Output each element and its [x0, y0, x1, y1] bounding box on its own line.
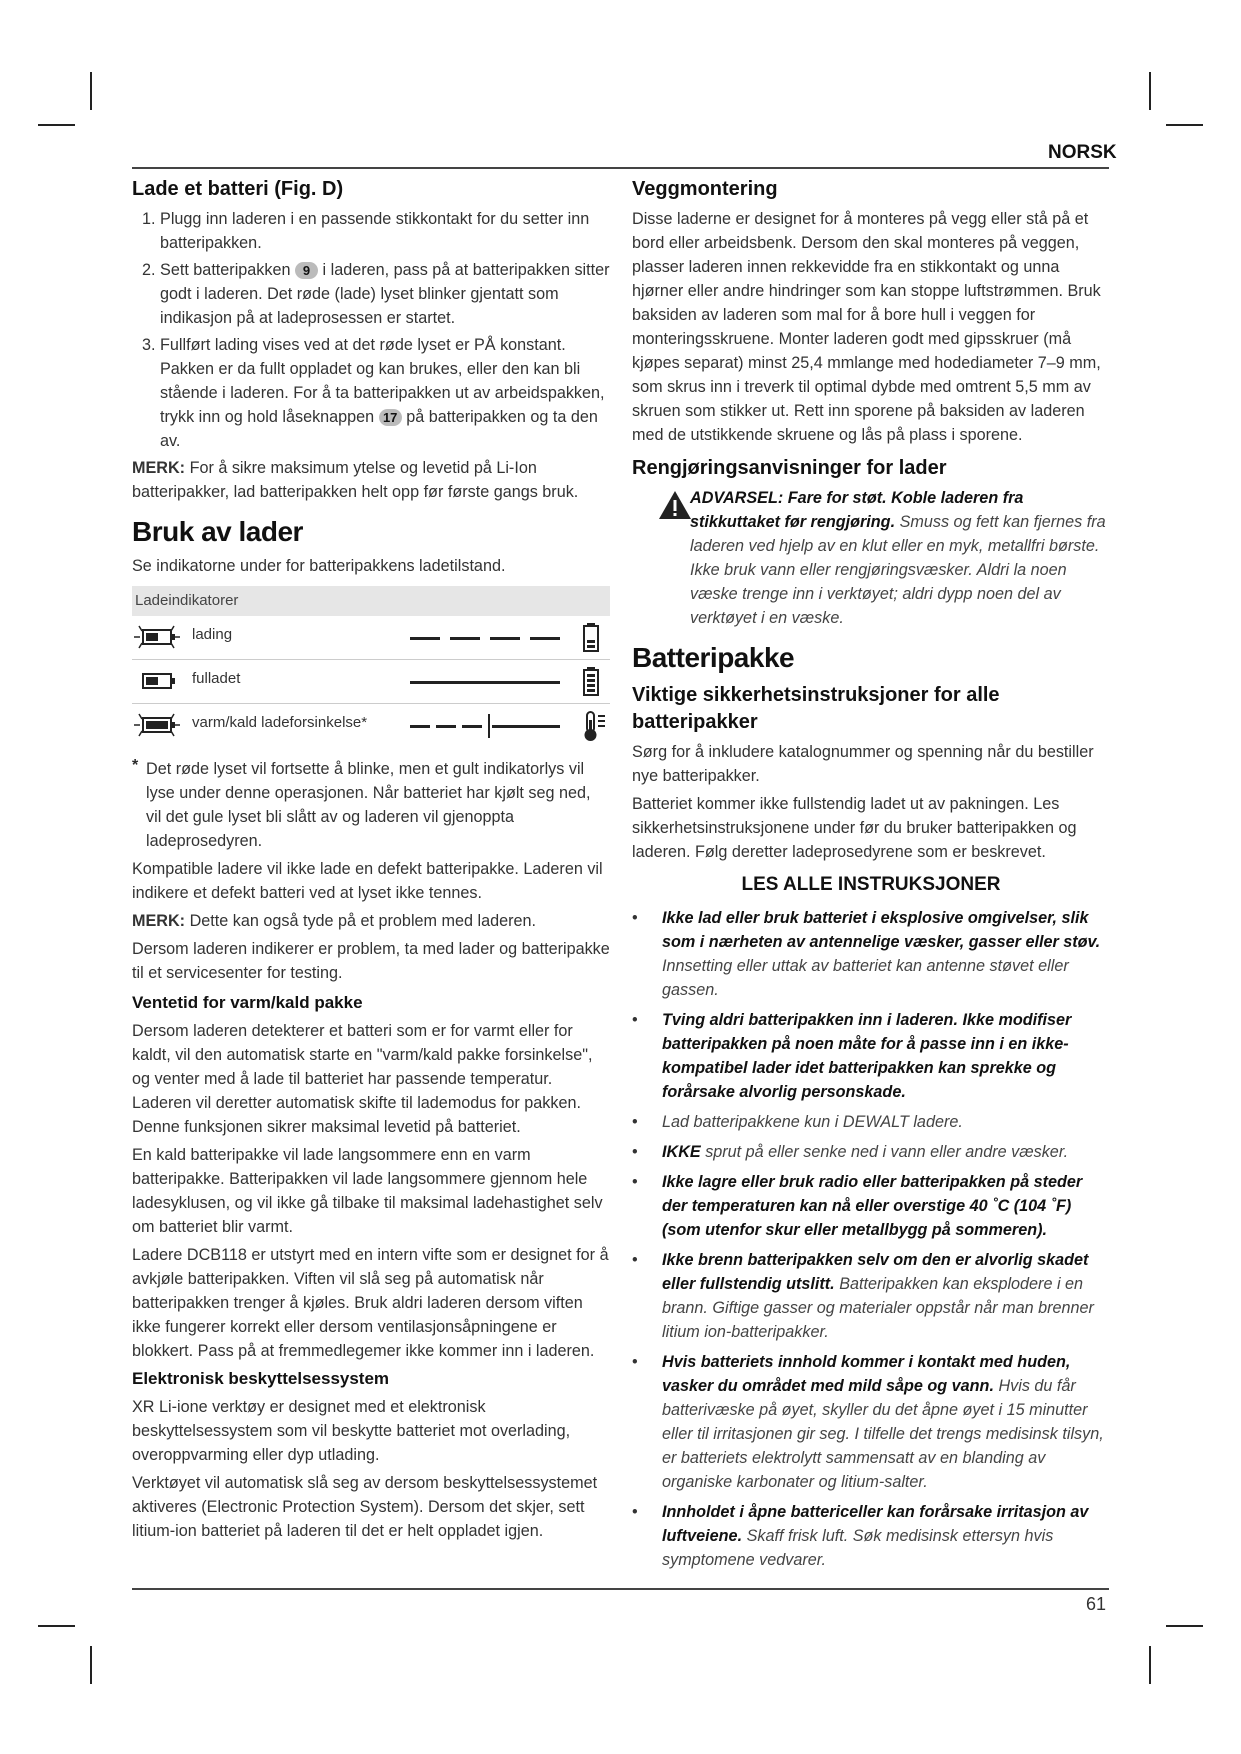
light-dash — [436, 725, 456, 728]
safety-bullets — [632, 906, 1110, 1572]
indicator-label: varm/kald ladeforsinkelse* — [192, 714, 368, 731]
page-number: 61 — [1086, 1594, 1107, 1614]
footer-rule — [132, 1588, 1109, 1590]
use-intro: Se indikatorne under for batteripakkens ladetilstand. — [132, 557, 506, 575]
crop-mark — [1149, 1646, 1151, 1684]
indicator-label: fulladet — [192, 670, 241, 687]
safety-p2: Batteriet kommer ikke fullstendig ladet ut av pakningen. Les sikkerhetsinstruksjonene under før du bruker batteripakken og laderen. Følg deretter ladeprosedyrene som er beskrevet. — [632, 795, 1077, 861]
indicator-table — [132, 586, 610, 747]
safety-bullet: • Tving aldri batteripakken inn i laderen. Ikke modifiser batteripakken på noen måte for å passe inn i en ikke-kompatibel lader idet batteripakken kan sprekke og forårsake alvorlig personskade. — [632, 1011, 1072, 1101]
safety-heading: Viktige sikkerhetsinstruksjoner for alle batteripakker — [632, 684, 1000, 733]
warning-triangle-icon — [658, 490, 692, 520]
part-number-badge: 9 — [295, 262, 318, 279]
left-column — [132, 176, 610, 1543]
safety-bullet: • Hvis batteriets innhold kommer i kontakt med huden, vasker du området med mild såpe og vann. Hvis du får batterivæske på øyet, skyller du det åpne øyet i 15 minutter eller til irritasjonen gir seg. I tilfelle det trengs medisinsk tilsyn, er batteriets elektrolytt sammensatt av en blanding av organiske karbonater og litium-salter. — [632, 1353, 1104, 1491]
light-solid — [492, 725, 560, 728]
charger-battery-icon — [142, 717, 172, 733]
crop-mark — [90, 72, 92, 110]
light-divider — [488, 714, 490, 738]
light-dash — [450, 637, 480, 640]
delay-heading: Ventetid for varm/kald pakke — [132, 993, 363, 1012]
pack-heading: Batteripakke — [632, 642, 795, 673]
light-dash — [410, 637, 440, 640]
light-dash — [462, 725, 482, 728]
protect-heading: Elektronisk beskyttelsessystem — [132, 1369, 390, 1388]
problem-text: Dersom laderen indikerer er problem, ta med lader og batteripakke til et servicesenter for testing. — [132, 940, 610, 982]
indicator-row-full — [132, 660, 610, 704]
part-number-badge: 17 — [379, 409, 402, 426]
note-1: MERK: For å sikre maksimum ytelse og levetid på Li-Ion batteripakker, lad batteripakken helt opp før første gangs bruk. — [132, 459, 579, 501]
charge-heading: Lade et batteri (Fig. D) — [132, 178, 344, 200]
read-all-heading: LES ALLE INSTRUKSJONER — [741, 874, 1001, 895]
safety-bullet: • IKKE sprut på eller senke ned i vann eller andre væsker. — [632, 1143, 1069, 1161]
delay-p3: Ladere DCB118 er utstyrt med en intern vifte som er designet for å avkjøle batteripakken. Viften vil slå seg på automatisk når batteripakken trenger å kjøles. Bruk aldri laderen dersom viften ikke fungerer korrekt eller dersom ventilasjonsåpningene er blokkert. Pass på at fremmedlegemer ikke kommer inn i laderen. — [132, 1246, 609, 1360]
clean-heading: Rengjøringsanvisninger for lader — [632, 457, 947, 479]
compat-text: Kompatible ladere vil ikke lade en defekt batteripakke. Laderen vil indikere et defekt batteri ved at lyset ikke tennes. — [132, 860, 603, 902]
delay-p2: En kald batteripakke vil lade langsommere enn en varm batteripakke. Batteripakken vil lade langsommere gjennom hele ladesyklusen, og vil ikke gå tilbake til maksimal ladehastighet selv om batteriet blir varmt. — [132, 1146, 603, 1236]
charger-battery-icon — [142, 673, 172, 689]
protect-p1: XR Li-ione verktøy er designet med et elektronisk beskyttelsessystem som vil beskytte batteriet mot overlading, overoppvarming eller dyp utlading. — [132, 1398, 571, 1464]
language-label: NORSK — [1048, 142, 1117, 163]
safety-bullet: • Innholdet i åpne battericeller kan forårsake irritasjon av luftveiene. Skaff frisk luft. Søk medisinsk ettersyn hvis symptomene vedvarer. — [632, 1503, 1089, 1569]
note-2: MERK: Dette kan også tyde på et problem med laderen. — [132, 912, 537, 930]
safety-bullet: • Ikke brenn batteripakken selv om den er alvorlig skadet eller fullstendig utslitt. Batteripakken kan eksplodere i en brann. Giftige gasser og materialer oppstår når man brenner litium ion-batteripakker. — [632, 1251, 1094, 1341]
battery-charging-icon — [582, 622, 600, 652]
light-dash — [530, 637, 560, 640]
wall-heading: Veggmontering — [632, 178, 778, 200]
safety-bullet: • Ikke lad eller bruk batteriet i eksplosive omgivelser, slik som i nærheten av antennelige væsker, gasser eller støv. Innsetting eller uttak av batteriet kan antenne støvet eller gassen. — [632, 909, 1101, 999]
charge-step-1: 1. Plugg inn laderen i en passende stikkontakt for du setter inn batteripakken. — [142, 210, 590, 252]
indicator-table-title: Ladeindikatorer — [132, 586, 610, 616]
light-dash — [410, 725, 430, 728]
charge-step-2: 2. Sett batteripakken 9 i laderen, pass på at batteripakken sitter godt i laderen. Det røde (lade) lyset blinker gjentatt som indikasjon på at ladeprosessen er startet. — [142, 261, 610, 327]
thermometer-icon — [582, 710, 608, 742]
light-dash — [490, 637, 520, 640]
protect-p2: Verktøyet vil automatisk slå seg av dersom beskyttelsessystemet aktiveres (Electronic Protection System). Dersom det skjer, sett litium-ion batteriet på laderen til det er helt oppladet igjen. — [132, 1474, 598, 1540]
charge-step-3: 3. Fullført lading vises ved at det røde lyset er PÅ konstant. Pakken er da fullt oppladet og kan brukes, eller den kan bli stående i laderen. For å ta batteripakken ut av arbeidspakken, trykk inn og hold låseknappen 17 på batteripakken og ta den av. — [142, 336, 605, 450]
crop-mark — [90, 1646, 92, 1684]
crop-mark — [1149, 72, 1151, 110]
right-column — [632, 176, 1110, 1578]
crop-mark — [1166, 1625, 1203, 1627]
indicator-row-charging — [132, 616, 610, 660]
use-heading: Bruk av lader — [132, 516, 303, 547]
indicator-row-delay — [132, 704, 610, 747]
safety-p1: Sørg for å inkludere katalognummer og spenning når du bestiller nye batteripakker. — [632, 743, 1094, 785]
crop-mark — [38, 124, 75, 126]
header-rule — [132, 167, 1109, 169]
charger-battery-icon — [142, 629, 172, 645]
delay-p1: Dersom laderen detekterer et batteri som er for varmt eller for kaldt, vil den automatisk starte en "varm/kald pakke forsinkelse", og venter med å lade til batteriet har passende temperatur. Laderen vil deretter automatisk skifte til lademodus for pakken. Denne funksjonen sikrer maksimal levetid på batteriet. — [132, 1022, 593, 1136]
crop-mark — [38, 1625, 75, 1627]
indicator-label: lading — [192, 626, 233, 643]
safety-bullet: • Ikke lagre eller bruk radio eller batteripakken på steder der temperaturen kan nå eller overstige 40 ˚C (104 ˚F) (som utenfor skur eller metallbygg på sommeren). — [632, 1173, 1083, 1239]
light-solid — [410, 681, 560, 684]
battery-full-icon — [582, 666, 600, 696]
crop-mark — [1166, 124, 1203, 126]
safety-bullet: • Lad batteripakkene kun i DEWALT ladere. — [632, 1113, 963, 1131]
charge-steps — [132, 207, 610, 453]
footnote: * Det røde lyset vil fortsette å blinke, men et gult indikatorlys vil lyse under denne operasjonen. Når batteriet har kjølt seg ned, vil det gule lyset bli slått av og laderen vil gjenoppta ladeprosedyren. — [132, 757, 591, 850]
clean-warning: ADVARSEL: Fare for støt. Koble laderen fra stikkuttaket før rengjøring. Smuss og fett kan fjernes fra laderen ved hjelp av en klut eller en myk, metallfri børste. Ikke bruk vann eller rengjøringsvæsker. Aldri la noen væske trenge inn i verktøyet; aldri dypp noen del av verktøyet i en væske. — [632, 486, 1110, 630]
wall-text: Disse laderne er designet for å monteres på vegg eller stå på et bord eller arbeidsbenk. Dersom den skal monteres på veggen, plasser laderen innen rekkevidde fra en stikkontakt og unna hjørner eller andre hindringer som kan stoppe luftstrømmen. Bruk baksiden av laderen som mal for å bore hull i veggen for monteringsskruene. Monter laderen godt med gipsskruer (må kjøpes separat) minst 25,4 mmlange med hodediameter 7–9 mm, som skrus inn i treverk til optimal dybde med omtrent 5,5 mm av skruen som stikker ut. Rett inn sporene på baksiden av laderen med de utstikkende skruene og lås på plass i sporene. — [632, 210, 1101, 444]
